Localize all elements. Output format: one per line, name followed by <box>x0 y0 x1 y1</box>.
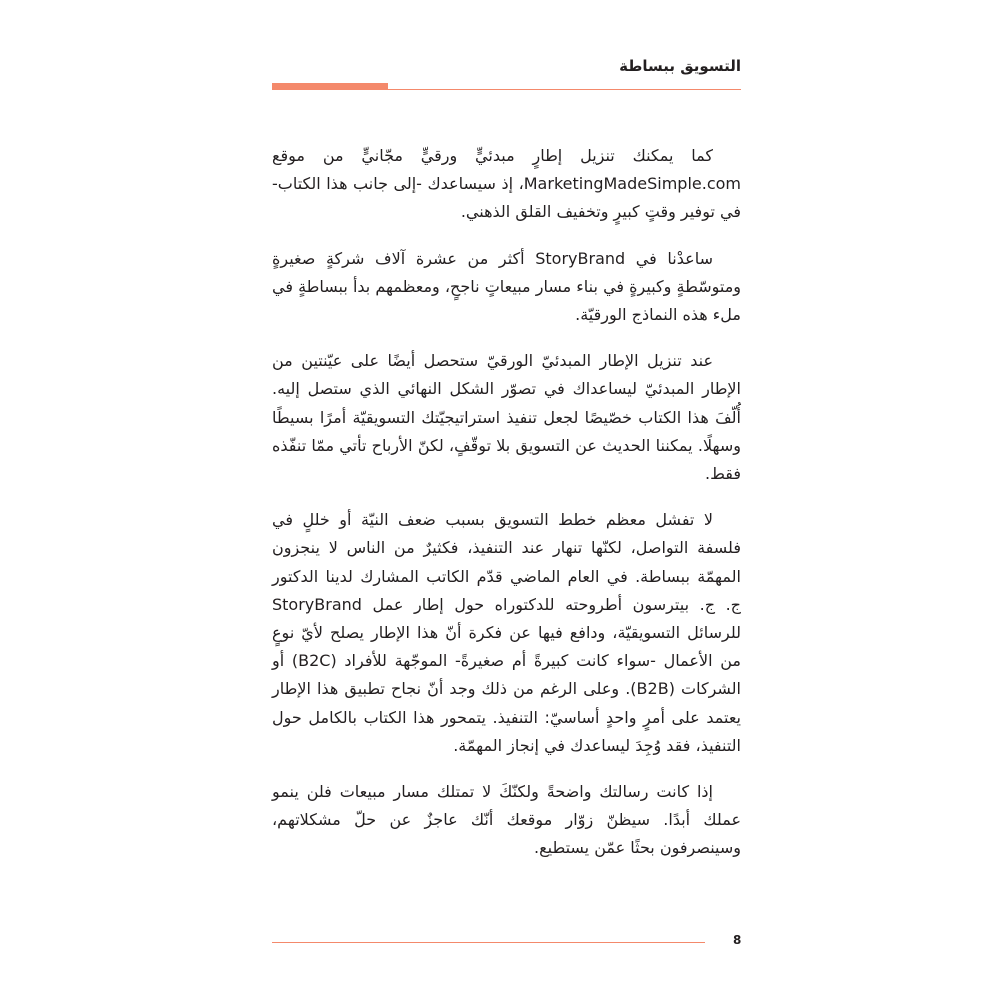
paragraph: لا تفشل معظم خطط التسويق بسبب ضعف النيّة أو خللٍ في فلسفة التواصل، لكنّها تنهار عند التنفيذ، فكثيرٌ من الناس لا ينجزون المهمّة ببساطة. في العام الماضي قدّم الكاتب المشارك لدينا الدكتور ج. ج. بيترسون أطروحته للدكتوراه حول إطار عمل StoryBrand للرسائل التسويقيّة، ودافع فيها عن فكرة أنّ هذا الإطار يصلح لأيّ نوعٍ من الأعمال -سواء كانت كبيرةً أم صغيرةً- الموجّهة للأفراد (B2C) أو الشركات (B2B). وعلى الرغم من ذلك وجد أنّ نجاح تطبيق هذا الإطار يعتمد على أمرٍ واحدٍ أساسيّ: التنفيذ. يتمحور هذا الكتاب بالكامل حول التنفيذ، فقد وُجِدَ ليساعدك في إنجاز المهمّة. <box>272 510 742 755</box>
body-text <box>272 142 741 881</box>
footer-divider <box>272 942 705 943</box>
running-header-title: التسويق ببساطة <box>619 57 741 75</box>
paragraph: إذا كانت رسالتك واضحةً ولكنّكَ لا تمتلك مسار مبيعات فلن ينمو عملك أبدًا. سيظنّ زوّار موقعك أنّك عاجزٌ عن حلّ مشكلاتهم، وسينصرفون بحثًا عمّن يستطيع. <box>272 782 741 858</box>
paragraph: كما يمكنك تنزيل إطارٍ مبدئيٍّ ورقيٍّ مجّانيٍّ من موقع MarketingMadeSimple.com، إذ سيساعدك -إلى جانب هذا الكتاب- في توفير وقتٍ كبيرٍ وتخفيف القلق الذهني. <box>272 146 741 222</box>
paragraph: عند تنزيل الإطار المبدئيّ الورقيّ ستحصل أيضًا على عيّنتين من الإطار المبدئيّ ليساعداك في تصوّر الشكل النهائي الذي ستصل إليه. أُلّفَ هذا الكتاب خصّيصًا لجعل تنفيذ استراتيجيّتك التسويقيّة أمرًا بسيطًا وسهلًا. يمكننا الحديث عن التسويق بلا توقّفٍ، لكنّ الأرباح تأتي ممّا تنفّذه فقط. <box>272 351 741 484</box>
page-number: 8 <box>733 933 742 947</box>
header-divider <box>272 89 741 90</box>
paragraph: ساعدْنا في StoryBrand أكثر من عشرة آلاف شركةٍ صغيرةٍ ومتوسّطةٍ وكبيرةٍ في بناء مسار مبيعاتٍ ناجحٍ، ومعظمهم بدأ ببساطةٍ في ملء هذه النماذج الورقيّة. <box>272 248 741 325</box>
